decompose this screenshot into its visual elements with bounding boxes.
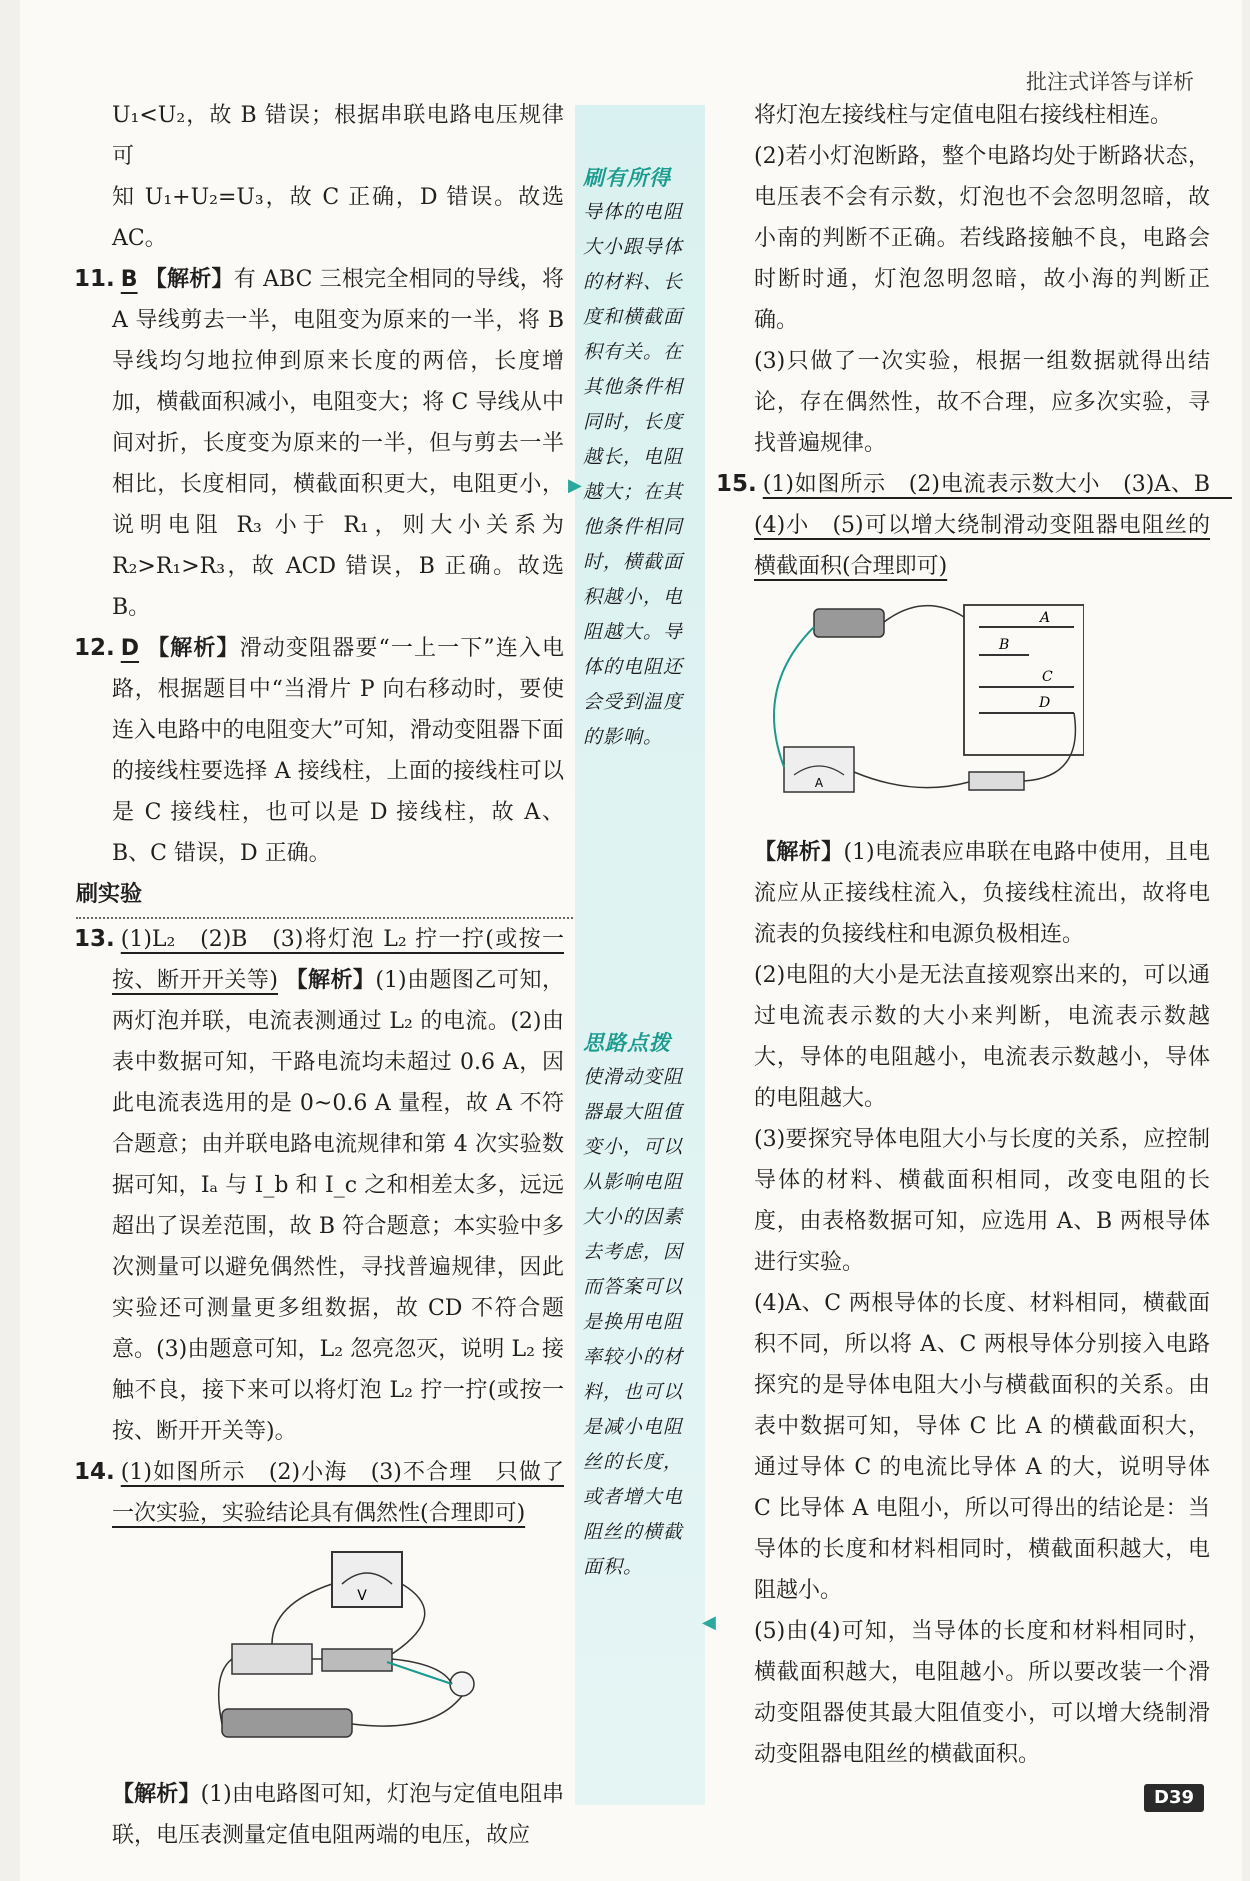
- battery-icon: [814, 609, 884, 637]
- q15-answer: (1)如图所示 (2)电流表示数大小 (3)A、B (4)小 (5)可以增大绕制滑动变阻器电阻丝的横截面积(合理即可): [754, 472, 1233, 579]
- q15-part3: (3)要探究导体电阻大小与长度的关系，应控制导体的材料、横截面积相同，改变电阻的长度，由表格数据可知，应选用 A、B 两根导体进行实验。: [754, 1127, 1210, 1275]
- wire-label-a: A: [1040, 610, 1051, 626]
- q15-part2: (2)电阻的大小是无法直接观察出来的，可以通过电流表示数的大小来判断，电流表示数越大，导体的电阻越小，电流表示数越小，导体的电阻越大。: [754, 963, 1210, 1111]
- annotation-2-text: 使滑动变阻器最大阻值变小，可以从影响电阻大小的因素去考虑，因而答案可以是换用电阻率较小的材料，也可以是减小电阻丝的长度，或者增大电阻丝的横截面积。: [583, 1066, 684, 1578]
- question-14: [74, 1452, 564, 1534]
- q13-answer: (1)L₂ (2)B (3)将灯泡 L₂ 拧一拧(或按一按、断开开关等): [112, 927, 564, 993]
- arrow-right-icon: ▶: [568, 475, 582, 496]
- switch-icon: [969, 772, 1024, 790]
- switch-icon: [232, 1644, 312, 1674]
- wire-label-b: B: [999, 637, 1010, 653]
- question-11: [74, 259, 564, 628]
- arrow-left-icon: ◀: [702, 1612, 716, 1633]
- q14-text: (1)由电路图可知，灯泡与定值电阻串联，电压表测量定值电阻两端的电压，故应: [112, 1782, 564, 1848]
- q14-tag: 【解析】: [112, 1781, 201, 1807]
- battery-icon: [222, 1709, 352, 1737]
- q14-explanation: [112, 1774, 564, 1856]
- q11-text: 有 ABC 三根完全相同的导线，将 A 导线剪去一半，电阻变为原来的一半，将 B 导线均匀地拉伸到原来长度的两倍，长度增加，横截面积减小，电阻变大；将 C 导线从中间对折，长度变为原来的一半，但与剪去一半相比，长度相同，横截面积更大，电阻更小，说明电阻 R₃ 小于 R₁，则大小关系为 R₂>R₁>R₃，故 ACD 错误，B 正确。故选 B。: [112, 267, 564, 620]
- left-column: [74, 95, 564, 1856]
- bulb-icon: [450, 1672, 474, 1696]
- annotation-1-text: 导体的电阻大小跟导体的材料、长度和横截面积有关。在其他条件相同时，长度越长，电阻越大；在其他条件相同时，横截面积越小，电阻越大。导体的电阻还会受到温度的影响。: [583, 201, 684, 748]
- q13-number: 13.: [74, 926, 115, 952]
- q15-part5: (5)由(4)可知，当导体的长度和材料相同时，横截面积越大，电阻越小。所以要改装一个滑动变阻器使其最大阻值变小，可以增大绕制滑动变阻器电阻丝的横截面积。: [754, 1619, 1210, 1767]
- q12-tag: 【解析】: [147, 635, 240, 661]
- annotation-1-title: 刷有所得: [583, 165, 671, 190]
- q15-part1: [754, 832, 1210, 955]
- question-15: [716, 464, 1233, 587]
- annotation-strip: [575, 105, 705, 1805]
- svg-text:A: A: [814, 776, 824, 790]
- q14-part3: (3)只做了一次实验，根据一组数据就得出结论，存在偶然性，故不合理，应多次实验，寻找普遍规律。: [754, 349, 1210, 456]
- q13-text: (1)由题图乙可知，两灯泡并联，电流表测通过 L₂ 的电流。(2)由表中数据可知，干路电流均未超过 0.6 A，因此电流表选用的是 0~0.6 A 量程，故 A 不符合题意；由并联电路电流规律和第 4 次实验数据可知，Iₐ 与 I_b 和 I_c 之和相差太多，远远超出了误差范围，故 B 符合题意；本实验中多次测量可以避免偶然性，寻找普遍规律，因此实验还可测量更多组数据，故 CD 不符合题意。(3)由题意可知，L₂ 忽亮忽灭，说明 L₂ 接触不良，接下来可以将灯泡 L₂ 拧一拧(或按一按、断开开关等)。: [112, 968, 564, 1444]
- q14-answer: (1)如图所示 (2)小海 (3)不合理 只做了一次实验，实验结论具有偶然性(合理即可): [112, 1460, 564, 1526]
- q15-part4: (4)A、C 两根导体的长度、材料相同，横截面积不同，所以将 A、C 两根导体分别接入电路探究的是导体电阻大小与横截面积的关系。由表中数据可知，导体 C 比 A 的横截面积大，通过导体 C 的电流比导体 A 的大，说明导体 C 比导体 A 电阻小，所以可得出的结论是：当导体的长度和材料相同时，横截面积越大，电阻越小。: [754, 1291, 1210, 1603]
- wire-label-d: D: [1039, 695, 1051, 711]
- q15-tag: 【解析】: [754, 839, 844, 865]
- resistor-icon: [322, 1649, 392, 1671]
- page-header: 批注式详答与详析: [1026, 70, 1194, 94]
- q15-number: 15.: [716, 471, 757, 497]
- q12-answer: D: [120, 636, 140, 661]
- q10-tail-line2: 知 U₁+U₂=U₃，故 C 正确，D 错误。故选 AC。: [112, 185, 564, 251]
- svg-text:V: V: [357, 1588, 367, 1604]
- q14-number: 14.: [74, 1459, 115, 1485]
- annotation-2-title: 思路点拨: [583, 1030, 671, 1055]
- q10-tail-line1: U₁<U₂，故 B 错误；根据串联电路电压规律可: [112, 103, 564, 169]
- question-12: [74, 628, 564, 874]
- q11-number: 11.: [74, 266, 115, 292]
- wire-label-c: C: [1042, 669, 1053, 685]
- q14-circuit-figure: [212, 1544, 512, 1754]
- voltmeter-icon: [332, 1552, 402, 1607]
- q15-circuit-figure: [754, 597, 1084, 812]
- annotation-box-2: [583, 1025, 701, 1585]
- q12-number: 12.: [74, 635, 115, 661]
- q14-part2: (2)若小灯泡断路，整个电路均处于断路状态，电压表不会有示数，灯泡也不会忽明忽暗，故小南的判断不正确。若线路接触不良，电路会时断时通，灯泡忽明忽暗，故小海的判断正确。: [754, 144, 1210, 333]
- question-13: [74, 919, 564, 1452]
- q14-continued: 将灯泡左接线柱与定值电阻右接线柱相连。: [754, 103, 1173, 128]
- q12-text: 滑动变阻器要“一上一下”连入电路，根据题目中“当滑片 P 向右移动时，要使连入电路中的电阻变大”可知，滑动变阻器下面的接线柱要选择 A 接线柱，上面的接线柱可以是 C 接线柱，也可以是 D 接线柱，故 A、B、C 错误，D 正确。: [112, 636, 564, 866]
- section-heading: 刷实验: [76, 874, 596, 919]
- page: [20, 0, 1242, 1881]
- q11-answer: B: [120, 267, 138, 292]
- right-column: [716, 95, 1233, 1775]
- annotation-box-1: [583, 160, 701, 755]
- q11-tag: 【解析】: [144, 266, 234, 292]
- q13-tag: 【解析】: [285, 967, 376, 993]
- q15-part1-text: (1)电流表应串联在电路中使用，且电流应从正接线柱流入，负接线柱流出，故将电流表的负接线柱和电源负极相连。: [754, 840, 1210, 947]
- page-number: D39: [1144, 1784, 1204, 1812]
